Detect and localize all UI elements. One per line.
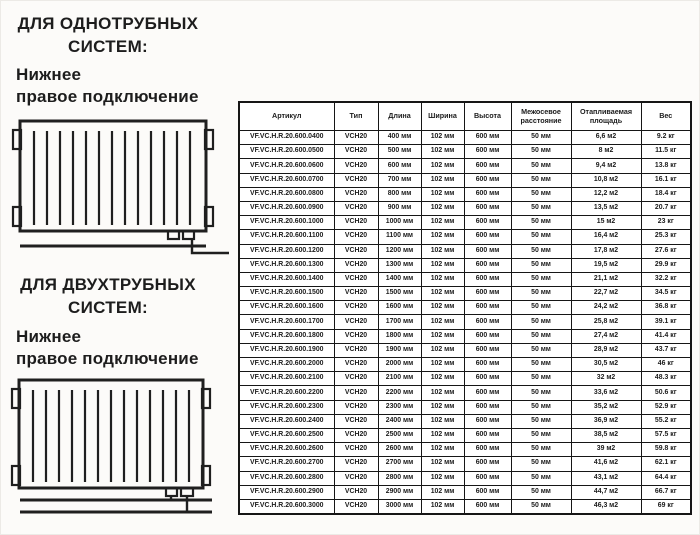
cell-area: 32 м2 xyxy=(571,372,641,386)
radiator-spec-table xyxy=(238,101,692,515)
cell-axial: 50 мм xyxy=(511,145,571,159)
table-row xyxy=(239,287,691,301)
header-height: Высота xyxy=(464,102,511,131)
cell-type: VCH20 xyxy=(334,131,378,145)
cell-type: VCH20 xyxy=(334,414,378,428)
cell-length: 2600 мм xyxy=(378,443,421,457)
cell-width: 102 мм xyxy=(421,258,464,272)
cell-type: VCH20 xyxy=(334,443,378,457)
cell-length: 2400 мм xyxy=(378,414,421,428)
cell-area: 41,6 м2 xyxy=(571,457,641,471)
cell-weight: 52.9 кг xyxy=(641,400,691,414)
table-row xyxy=(239,244,691,258)
cell-height: 600 мм xyxy=(464,428,511,442)
cell-length: 2700 мм xyxy=(378,457,421,471)
cell-article: VF.VC.H.R.20.600.1700 xyxy=(239,315,334,329)
one-pipe-subtitle xyxy=(16,64,226,108)
cell-axial: 50 мм xyxy=(511,414,571,428)
cell-weight: 13.8 кг xyxy=(641,159,691,173)
cell-area: 8 м2 xyxy=(571,145,641,159)
cell-type: VCH20 xyxy=(334,301,378,315)
header-article: Артикул xyxy=(239,102,334,131)
cell-area: 9,4 м2 xyxy=(571,159,641,173)
cell-weight: 64.4 кг xyxy=(641,471,691,485)
one-pipe-subtitle-line2: правое подключение xyxy=(16,87,199,106)
cell-article: VF.VC.H.R.20.600.3000 xyxy=(239,499,334,514)
cell-width: 102 мм xyxy=(421,443,464,457)
cell-axial: 50 мм xyxy=(511,386,571,400)
table-row xyxy=(239,329,691,343)
cell-height: 600 мм xyxy=(464,131,511,145)
cell-height: 600 мм xyxy=(464,400,511,414)
cell-length: 2200 мм xyxy=(378,386,421,400)
cell-axial: 50 мм xyxy=(511,457,571,471)
cell-weight: 32.2 кг xyxy=(641,272,691,286)
cell-article: VF.VC.H.R.20.600.1900 xyxy=(239,343,334,357)
cell-area: 30,5 м2 xyxy=(571,358,641,372)
table-row xyxy=(239,272,691,286)
cell-axial: 50 мм xyxy=(511,329,571,343)
cell-length: 400 мм xyxy=(378,131,421,145)
cell-weight: 66.7 кг xyxy=(641,485,691,499)
cell-width: 102 мм xyxy=(421,329,464,343)
one-pipe-section-title xyxy=(14,12,202,58)
cell-height: 600 мм xyxy=(464,343,511,357)
cell-length: 1800 мм xyxy=(378,329,421,343)
cell-type: VCH20 xyxy=(334,499,378,514)
cell-area: 19,5 м2 xyxy=(571,258,641,272)
cell-article: VF.VC.H.R.20.600.0500 xyxy=(239,145,334,159)
cell-article: VF.VC.H.R.20.600.2900 xyxy=(239,485,334,499)
cell-height: 600 мм xyxy=(464,201,511,215)
table-row xyxy=(239,443,691,457)
cell-width: 102 мм xyxy=(421,400,464,414)
table-row xyxy=(239,230,691,244)
cell-type: VCH20 xyxy=(334,201,378,215)
cell-article: VF.VC.H.R.20.600.2100 xyxy=(239,372,334,386)
cell-article: VF.VC.H.R.20.600.0400 xyxy=(239,131,334,145)
cell-axial: 50 мм xyxy=(511,201,571,215)
cell-weight: 41.4 кг xyxy=(641,329,691,343)
cell-axial: 50 мм xyxy=(511,258,571,272)
cell-width: 102 мм xyxy=(421,343,464,357)
cell-length: 3000 мм xyxy=(378,499,421,514)
cell-height: 600 мм xyxy=(464,258,511,272)
table-row xyxy=(239,187,691,201)
cell-length: 500 мм xyxy=(378,145,421,159)
cell-height: 600 мм xyxy=(464,216,511,230)
two-pipe-section-title xyxy=(14,273,202,319)
cell-type: VCH20 xyxy=(334,329,378,343)
cell-height: 600 мм xyxy=(464,499,511,514)
cell-height: 600 мм xyxy=(464,358,511,372)
cell-article: VF.VC.H.R.20.600.0800 xyxy=(239,187,334,201)
radiator-fins xyxy=(33,390,189,482)
two-pipe-title-line2: СИСТЕМ: xyxy=(68,298,148,317)
cell-area: 46,3 м2 xyxy=(571,499,641,514)
cell-axial: 50 мм xyxy=(511,400,571,414)
cell-height: 600 мм xyxy=(464,315,511,329)
cell-type: VCH20 xyxy=(334,485,378,499)
cell-length: 1300 мм xyxy=(378,258,421,272)
table-row xyxy=(239,159,691,173)
table-row xyxy=(239,201,691,215)
cell-length: 600 мм xyxy=(378,159,421,173)
cell-axial: 50 мм xyxy=(511,287,571,301)
cell-axial: 50 мм xyxy=(511,216,571,230)
cell-axial: 50 мм xyxy=(511,372,571,386)
cell-length: 700 мм xyxy=(378,173,421,187)
cell-article: VF.VC.H.R.20.600.0600 xyxy=(239,159,334,173)
cell-axial: 50 мм xyxy=(511,471,571,485)
radiator-two-pipe-diagram xyxy=(8,370,238,530)
cell-type: VCH20 xyxy=(334,457,378,471)
cell-weight: 34.5 кг xyxy=(641,287,691,301)
cell-area: 28,9 м2 xyxy=(571,343,641,357)
cell-type: VCH20 xyxy=(334,216,378,230)
cell-article: VF.VC.H.R.20.600.2500 xyxy=(239,428,334,442)
cell-article: VF.VC.H.R.20.600.2300 xyxy=(239,400,334,414)
cell-length: 1200 мм xyxy=(378,244,421,258)
cell-area: 17,8 м2 xyxy=(571,244,641,258)
cell-height: 600 мм xyxy=(464,244,511,258)
two-pipe-subtitle-line1: Нижнее xyxy=(16,327,82,346)
cell-type: VCH20 xyxy=(334,173,378,187)
cell-length: 1500 мм xyxy=(378,287,421,301)
cell-type: VCH20 xyxy=(334,400,378,414)
cell-article: VF.VC.H.R.20.600.2800 xyxy=(239,471,334,485)
table-row xyxy=(239,145,691,159)
cell-weight: 43.7 кг xyxy=(641,343,691,357)
cell-article: VF.VC.H.R.20.600.1100 xyxy=(239,230,334,244)
cell-weight: 36.8 кг xyxy=(641,301,691,315)
cell-area: 22,7 м2 xyxy=(571,287,641,301)
cell-width: 102 мм xyxy=(421,372,464,386)
cell-article: VF.VC.H.R.20.600.1600 xyxy=(239,301,334,315)
cell-article: VF.VC.H.R.20.600.0700 xyxy=(239,173,334,187)
cell-width: 102 мм xyxy=(421,386,464,400)
cell-width: 102 мм xyxy=(421,414,464,428)
cell-length: 2500 мм xyxy=(378,428,421,442)
cell-weight: 46 кг xyxy=(641,358,691,372)
cell-type: VCH20 xyxy=(334,187,378,201)
cell-height: 600 мм xyxy=(464,457,511,471)
cell-area: 33,6 м2 xyxy=(571,386,641,400)
cell-area: 27,4 м2 xyxy=(571,329,641,343)
cell-axial: 50 мм xyxy=(511,272,571,286)
cell-article: VF.VC.H.R.20.600.1200 xyxy=(239,244,334,258)
two-pipe-subtitle xyxy=(16,326,226,370)
cell-weight: 9.2 кг xyxy=(641,131,691,145)
cell-width: 102 мм xyxy=(421,201,464,215)
cell-area: 21,1 м2 xyxy=(571,272,641,286)
cell-area: 35,2 м2 xyxy=(571,400,641,414)
cell-axial: 50 мм xyxy=(511,443,571,457)
cell-type: VCH20 xyxy=(334,159,378,173)
table-row xyxy=(239,471,691,485)
spec-table-body xyxy=(239,131,691,515)
cell-weight: 27.6 кг xyxy=(641,244,691,258)
header-row xyxy=(239,102,691,131)
cell-axial: 50 мм xyxy=(511,315,571,329)
cell-weight: 23 кг xyxy=(641,216,691,230)
cell-area: 6,6 м2 xyxy=(571,131,641,145)
cell-height: 600 мм xyxy=(464,287,511,301)
cell-type: VCH20 xyxy=(334,145,378,159)
cell-width: 102 мм xyxy=(421,173,464,187)
cell-axial: 50 мм xyxy=(511,358,571,372)
cell-area: 44,7 м2 xyxy=(571,485,641,499)
cell-width: 102 мм xyxy=(421,428,464,442)
cell-length: 1000 мм xyxy=(378,216,421,230)
table-row xyxy=(239,315,691,329)
cell-article: VF.VC.H.R.20.600.0900 xyxy=(239,201,334,215)
header-type: Тип xyxy=(334,102,378,131)
cell-length: 2000 мм xyxy=(378,358,421,372)
table-row xyxy=(239,372,691,386)
cell-axial: 50 мм xyxy=(511,343,571,357)
cell-height: 600 мм xyxy=(464,159,511,173)
cell-length: 2100 мм xyxy=(378,372,421,386)
cell-weight: 48.3 кг xyxy=(641,372,691,386)
cell-type: VCH20 xyxy=(334,244,378,258)
table-row xyxy=(239,457,691,471)
cell-width: 102 мм xyxy=(421,159,464,173)
cell-type: VCH20 xyxy=(334,287,378,301)
cell-width: 102 мм xyxy=(421,216,464,230)
cell-area: 25,8 м2 xyxy=(571,315,641,329)
cell-type: VCH20 xyxy=(334,315,378,329)
cell-type: VCH20 xyxy=(334,471,378,485)
cell-type: VCH20 xyxy=(334,358,378,372)
cell-height: 600 мм xyxy=(464,485,511,499)
radiator-one-pipe-diagram xyxy=(8,113,238,263)
cell-width: 102 мм xyxy=(421,485,464,499)
cell-type: VCH20 xyxy=(334,258,378,272)
cell-area: 38,5 м2 xyxy=(571,428,641,442)
cell-width: 102 мм xyxy=(421,315,464,329)
cell-axial: 50 мм xyxy=(511,485,571,499)
cell-length: 900 мм xyxy=(378,201,421,215)
cell-article: VF.VC.H.R.20.600.2600 xyxy=(239,443,334,457)
cell-height: 600 мм xyxy=(464,329,511,343)
cell-weight: 59.8 кг xyxy=(641,443,691,457)
cell-article: VF.VC.H.R.20.600.2200 xyxy=(239,386,334,400)
cell-length: 2900 мм xyxy=(378,485,421,499)
cell-type: VCH20 xyxy=(334,428,378,442)
cell-area: 16,4 м2 xyxy=(571,230,641,244)
cell-type: VCH20 xyxy=(334,343,378,357)
cell-article: VF.VC.H.R.20.600.1800 xyxy=(239,329,334,343)
header-length: Длина xyxy=(378,102,421,131)
cell-length: 1900 мм xyxy=(378,343,421,357)
cell-height: 600 мм xyxy=(464,145,511,159)
cell-article: VF.VC.H.R.20.600.2000 xyxy=(239,358,334,372)
cell-type: VCH20 xyxy=(334,230,378,244)
table-row xyxy=(239,216,691,230)
cell-weight: 20.7 кг xyxy=(641,201,691,215)
cell-weight: 69 кг xyxy=(641,499,691,514)
cell-length: 2800 мм xyxy=(378,471,421,485)
two-pipe-title-line1: ДЛЯ ДВУХТРУБНЫХ xyxy=(20,275,196,294)
header-weight: Вес xyxy=(641,102,691,131)
cell-axial: 50 мм xyxy=(511,187,571,201)
table-row xyxy=(239,400,691,414)
cell-article: VF.VC.H.R.20.600.2400 xyxy=(239,414,334,428)
cell-height: 600 мм xyxy=(464,173,511,187)
cell-length: 1400 мм xyxy=(378,272,421,286)
cell-type: VCH20 xyxy=(334,386,378,400)
cell-height: 600 мм xyxy=(464,187,511,201)
cell-area: 12,2 м2 xyxy=(571,187,641,201)
cell-axial: 50 мм xyxy=(511,301,571,315)
cell-height: 600 мм xyxy=(464,386,511,400)
header-width: Ширина xyxy=(421,102,464,131)
cell-axial: 50 мм xyxy=(511,428,571,442)
cell-article: VF.VC.H.R.20.600.1500 xyxy=(239,287,334,301)
cell-weight: 55.2 кг xyxy=(641,414,691,428)
cell-axial: 50 мм xyxy=(511,131,571,145)
table-row xyxy=(239,485,691,499)
cell-height: 600 мм xyxy=(464,471,511,485)
table-row xyxy=(239,131,691,145)
table-row xyxy=(239,258,691,272)
cell-area: 36,9 м2 xyxy=(571,414,641,428)
cell-article: VF.VC.H.R.20.600.1300 xyxy=(239,258,334,272)
cell-type: VCH20 xyxy=(334,272,378,286)
cell-height: 600 мм xyxy=(464,230,511,244)
cell-weight: 50.6 кг xyxy=(641,386,691,400)
cell-area: 10,8 м2 xyxy=(571,173,641,187)
cell-axial: 50 мм xyxy=(511,173,571,187)
spec-table-header xyxy=(239,102,691,131)
cell-area: 24,2 м2 xyxy=(571,301,641,315)
cell-height: 600 мм xyxy=(464,372,511,386)
cell-length: 2300 мм xyxy=(378,400,421,414)
cell-length: 1700 мм xyxy=(378,315,421,329)
cell-weight: 29.9 кг xyxy=(641,258,691,272)
cell-height: 600 мм xyxy=(464,443,511,457)
one-pipe-title-line2: СИСТЕМ: xyxy=(68,37,148,56)
table-row xyxy=(239,343,691,357)
radiator-fins xyxy=(34,131,190,225)
table-row xyxy=(239,414,691,428)
two-pipe-subtitle-line2: правое подключение xyxy=(16,349,199,368)
cell-weight: 39.1 кг xyxy=(641,315,691,329)
cell-axial: 50 мм xyxy=(511,244,571,258)
cell-width: 102 мм xyxy=(421,272,464,286)
cell-weight: 57.5 кг xyxy=(641,428,691,442)
table-row xyxy=(239,358,691,372)
cell-axial: 50 мм xyxy=(511,499,571,514)
cell-article: VF.VC.H.R.20.600.2700 xyxy=(239,457,334,471)
cell-weight: 18.4 кг xyxy=(641,187,691,201)
cell-width: 102 мм xyxy=(421,244,464,258)
cell-width: 102 мм xyxy=(421,187,464,201)
table-row xyxy=(239,428,691,442)
cell-width: 102 мм xyxy=(421,499,464,514)
table-row xyxy=(239,499,691,514)
cell-height: 600 мм xyxy=(464,301,511,315)
cell-area: 43,1 м2 xyxy=(571,471,641,485)
cell-length: 800 мм xyxy=(378,187,421,201)
cell-article: VF.VC.H.R.20.600.1400 xyxy=(239,272,334,286)
cell-width: 102 мм xyxy=(421,287,464,301)
cell-width: 102 мм xyxy=(421,145,464,159)
table-row xyxy=(239,386,691,400)
cell-weight: 16.1 кг xyxy=(641,173,691,187)
cell-width: 102 мм xyxy=(421,301,464,315)
cell-width: 102 мм xyxy=(421,131,464,145)
cell-height: 600 мм xyxy=(464,414,511,428)
cell-width: 102 мм xyxy=(421,457,464,471)
cell-width: 102 мм xyxy=(421,358,464,372)
cell-width: 102 мм xyxy=(421,230,464,244)
cell-area: 13,5 м2 xyxy=(571,201,641,215)
table-row xyxy=(239,173,691,187)
one-pipe-subtitle-line1: Нижнее xyxy=(16,65,82,84)
cell-area: 39 м2 xyxy=(571,443,641,457)
header-heated-area: Отапливаемая площадь xyxy=(571,102,641,131)
one-pipe-title-line1: ДЛЯ ОДНОТРУБНЫХ xyxy=(17,14,199,33)
table-row xyxy=(239,301,691,315)
cell-axial: 50 мм xyxy=(511,230,571,244)
cell-weight: 25.3 кг xyxy=(641,230,691,244)
cell-length: 1600 мм xyxy=(378,301,421,315)
header-axial-distance: Межосевое расстояние xyxy=(511,102,571,131)
cell-width: 102 мм xyxy=(421,471,464,485)
cell-axial: 50 мм xyxy=(511,159,571,173)
cell-article: VF.VC.H.R.20.600.1000 xyxy=(239,216,334,230)
cell-weight: 62.1 кг xyxy=(641,457,691,471)
cell-height: 600 мм xyxy=(464,272,511,286)
cell-length: 1100 мм xyxy=(378,230,421,244)
cell-type: VCH20 xyxy=(334,372,378,386)
cell-weight: 11.5 кг xyxy=(641,145,691,159)
cell-area: 15 м2 xyxy=(571,216,641,230)
